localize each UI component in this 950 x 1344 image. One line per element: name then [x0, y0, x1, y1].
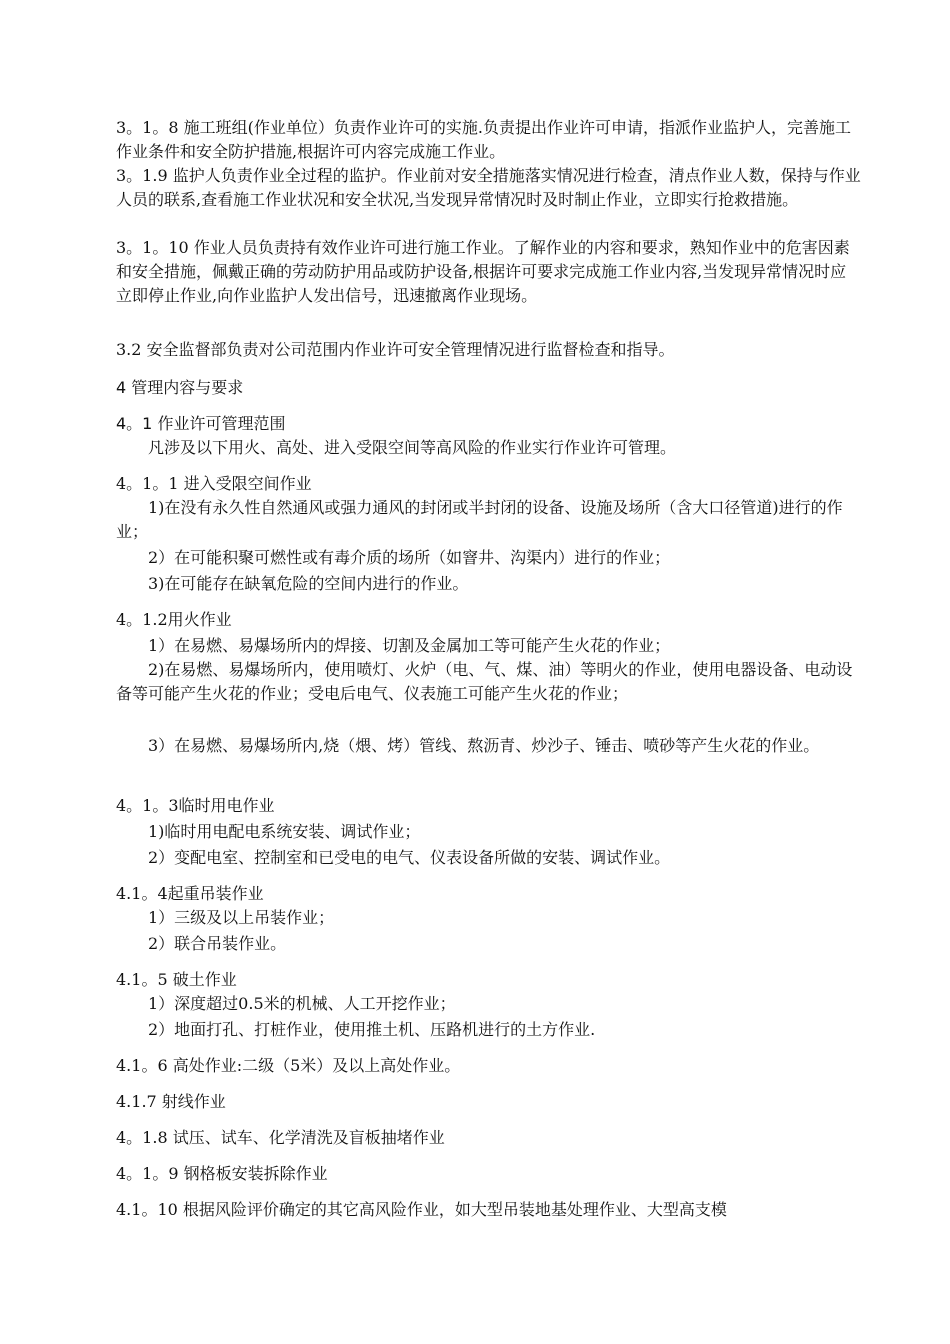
list-item-4-1-2-1: 1）在易燃、易爆场所内的焊接、切割及金属加工等可能产生火花的作业；	[148, 636, 671, 655]
paragraph-3-2: 3.2 安全监督部负责对公司范围内作业许可安全管理情况进行监督检查和指导。	[116, 340, 675, 359]
subsection-4-1-10: 4.1。10 根据风险评价确定的其它高风险作业，如大型吊装地基处理作业、大型高支模	[116, 1200, 727, 1219]
subsection-4-1-2: 4。1.2用火作业	[116, 610, 232, 629]
list-item-4-1-1-2: 2）在可能积聚可燃性或有毒介质的场所（如窨井、沟渠内）进行的作业；	[148, 548, 671, 567]
paragraph-3-1-8: 3。1。8 施工班组(作业单位）负责作业许可的实施.负责提出作业许可申请，指派作业监护人，完善施工作业条件和安全防护措施,根据许可内容完成施工作业。	[116, 118, 851, 161]
list-item-4-1-2-2: 2)在易燃、易爆场所内，使用喷灯、火炉（电、气、煤、油）等明火的作业，使用电器设备、电动设备等可能产生火花的作业；受电后电气、仪表施工可能产生火花的作业；	[116, 660, 853, 703]
subsection-4-1-5: 4.1。5 破土作业	[116, 970, 237, 989]
subsection-4-1-9: 4。1。9 钢格板安装拆除作业	[116, 1164, 328, 1183]
subsection-4-1-4: 4.1。4起重吊装作业	[116, 884, 264, 903]
list-item-4-1-4-2: 2）联合吊装作业。	[148, 934, 287, 953]
list-item-4-1-5-2: 2）地面打孔、打桩作业，使用推土机、压路机进行的土方作业.	[148, 1020, 596, 1039]
paragraph-3-1-9: 3。1.9 监护人负责作业全过程的监护。作业前对安全措施落实情况进行检查，清点作业人数，保持与作业人员的联系,查看施工作业状况和安全状况,当发现异常情况时及时制止作业，立即实行抢救措施。	[116, 166, 861, 209]
list-item-4-1-1-3: 3)在可能存在缺氧危险的空间内进行的作业。	[148, 574, 469, 593]
list-item-4-1-3-2: 2）变配电室、控制室和已受电的电气、仪表设备所做的安装、调试作业。	[148, 848, 671, 867]
paragraph-3-1-10: 3。1。10 作业人员负责持有效作业许可进行施工作业。了解作业的内容和要求，熟知作业中的危害因素和安全措施，佩戴正确的劳动防护用品或防护设备,根据许可要求完成施工作业内容,当发现异常情况时应立即停止作业,向作业监护人发出信号，迅速撤离作业现场。	[116, 238, 850, 305]
paragraph-4-1: 凡涉及以下用火、高处、进入受限空间等高风险的作业实行作业许可管理。	[148, 438, 677, 457]
list-item-4-1-1-1: 1)在没有永久性自然通风或强力通风的封闭或半封闭的设备、设施及场所（含大口径管道)进行的作业；	[116, 498, 843, 541]
subsection-4-1-6: 4.1。6 高处作业:二级（5米）及以上高处作业。	[116, 1056, 461, 1075]
list-item-4-1-3-1: 1)临时用电配电系统安装、调试作业；	[148, 822, 421, 841]
subsection-4-1-3: 4。1。3临时用电作业	[116, 796, 275, 815]
list-item-4-1-4-1: 1）三级及以上吊装作业；	[148, 908, 335, 927]
section-heading-4: 4 管理内容与要求	[116, 378, 244, 397]
subsection-4-1-7: 4.1.7 射线作业	[116, 1092, 226, 1111]
list-item-4-1-2-3: 3）在易燃、易爆场所内,烧（煨、烤）管线、熬沥青、炒沙子、锤击、喷砂等产生火花的作业。	[148, 736, 820, 755]
list-item-4-1-5-1: 1）深度超过0.5米的机械、人工开挖作业；	[148, 994, 456, 1013]
subsection-4-1-8: 4。1.8 试压、试车、化学清洗及盲板抽堵作业	[116, 1128, 445, 1147]
section-heading-4-1: 4。1 作业许可管理范围	[116, 414, 286, 433]
subsection-4-1-1: 4。1。1 进入受限空间作业	[116, 474, 312, 493]
